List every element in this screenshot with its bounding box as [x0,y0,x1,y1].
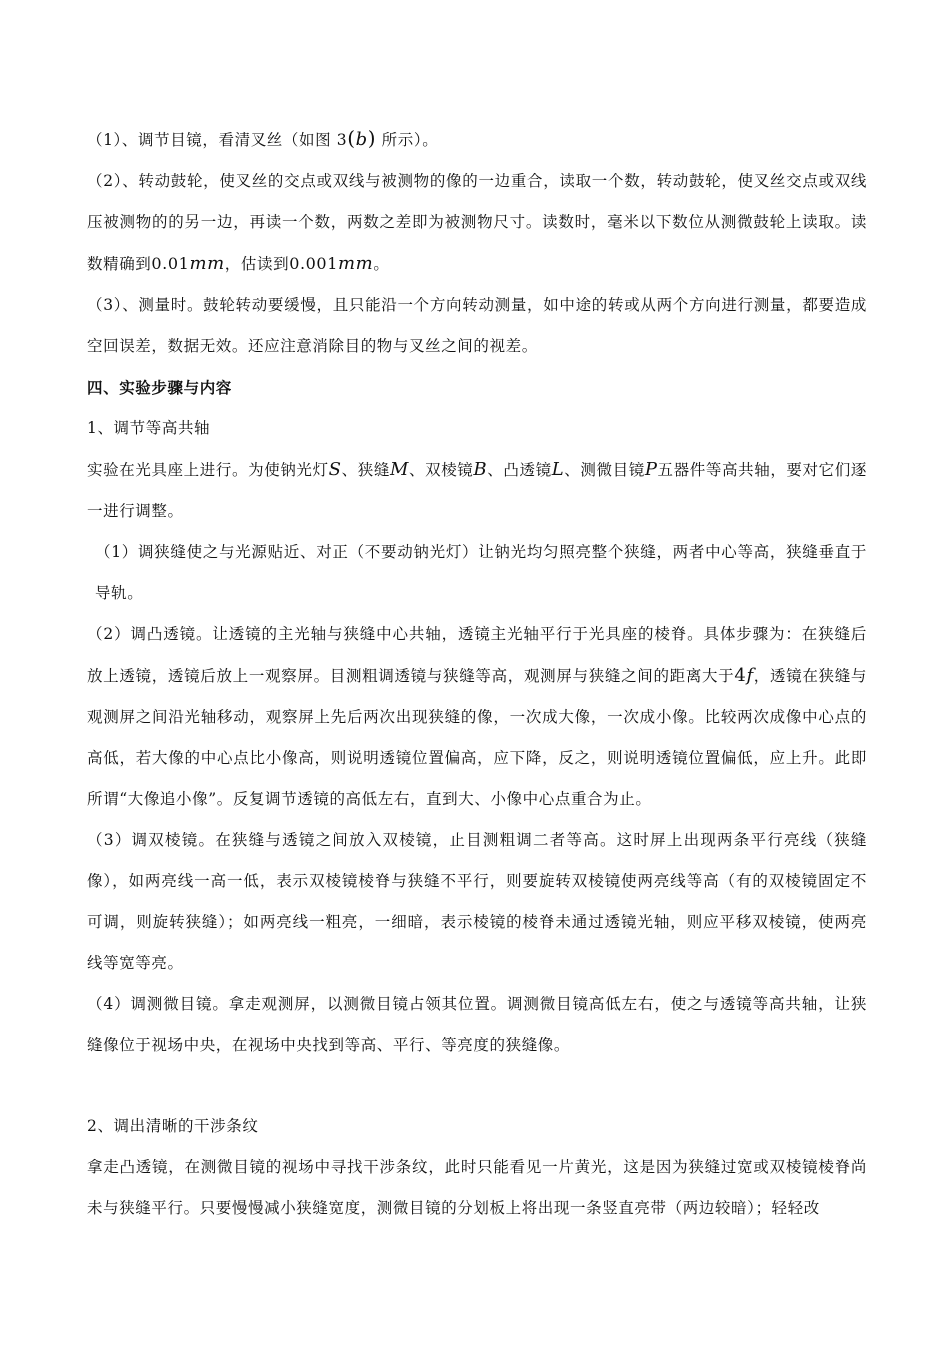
text: 、双棱镜 [408,461,474,479]
math-var-f: f [746,665,754,686]
paren-open: ( [347,126,356,150]
spacer [87,1066,867,1106]
text: 所示）。 [376,131,439,149]
paragraph-step-eyepiece [87,118,867,161]
document-page [87,118,867,1229]
math-var-l: L [551,459,565,480]
text: ，透镜在狭缝与观测屏之间沿光轴移动，观察屏上先后两次出现狭缝的像，一次成大像，一次成小像。比较两次成像中心点的高低，若大像的中心点比小像高，则说明透镜位置偏高，应下降，反之，则说明透镜位置偏低，应上升。此即所谓“大像追小像”。反复调节透镜的高低左右，直到大、小像中心点重合为止。 [87,667,867,808]
subsection-title: 1、调节等高共轴 [87,419,211,437]
math-var-s: S [328,459,342,480]
paragraph-micrometer: （4）调测微目镜。拿走观测屏，以测微目镜占领其位置。调测微目镜高低左右，使之与透镜等高共轴，让狭缝像位于视场中央，在视场中央找到等高、平行、等亮度的狭缝像。 [87,995,867,1054]
paragraph-biprism: （3）调双棱镜。在狭缝与透镜之间放入双棱镜，止目测粗调二者等高。这时屏上出现两条平行亮线（狭缝像），如两亮线一高一低，表示双棱镜棱脊与狭缝不平行，则要旋转双棱镜使两亮线等高（有的双棱镜固定不可调，则旋转狭缝）；如两亮线一粗亮，一细暗，表示棱镜的棱脊未通过透镜光轴，则应平移双棱镜，使两亮线等宽等亮。 [87,831,867,972]
math-var-b: B [473,459,488,480]
math-number: 0.001 [289,254,338,273]
text: （2）调凸透镜。让透镜的主光轴与狭缝中心共轴，透镜主光轴平行于光具座的棱脊。具体步骤为：在狭缝后放上透镜，透镜后放上一观察屏。目测粗调透镜与狭缝等高，观测屏与狭缝之间的距离大于 [87,625,867,685]
paragraph-step-drum [87,161,867,285]
paragraph-intro [87,449,867,532]
text: （2）、转动鼓轮，使叉丝的交点或双线与被测物的像的一边重合，读取一个数，转动鼓轮，使叉丝交点或双线压被测物的的另一边，再读一个数，两数之差即为被测物尺寸。读数时，毫米以下数位从测微鼓轮上读取。读数精确到 [87,172,867,273]
text: 五器件等高共轴，要对它们逐一进行调整。 [87,461,867,520]
paragraph-step-measure: （3）、测量时。鼓轮转动要缓慢，且只能沿一个方向转动测量，如中途的转或从两个方向进行测量，都要造成空回误差，数据无效。还应注意消除目的物与叉丝之间的视差。 [87,296,867,355]
text: ，估读到 [224,255,290,273]
math-var-p: P [644,459,658,480]
section-heading: 四、实验步骤与内容 [87,378,232,397]
paragraph-slit: （1）调狭缝使之与光源贴近、对正（不要动钠光灯）让钠光均匀照亮整个狭缝，两者中心等高，狭缝垂直于导轨。 [95,543,867,602]
math-var-m: M [389,459,409,480]
text: 实验在光具座上进行。为使钠光灯 [87,461,329,479]
subsection-title: 2、调出清晰的干涉条纹 [87,1117,259,1135]
math-number: 4 [734,665,747,686]
text: 、测微目镜 [564,461,645,479]
math-unit: mm [338,253,374,274]
text: 、狭缝 [341,461,390,479]
text: 、凸透镜 [487,461,552,479]
math-var-b: b [355,129,368,150]
paragraph-fringes: 拿走凸透镜，在测微目镜的视场中寻找干涉条纹，此时只能看见一片黄光，这是因为狭缝过宽或双棱镜棱脊尚未与狭缝平行。只要慢慢减小狭缝宽度，测微目镜的分划板上将出现一条竖直亮带（两边较暗）；轻轻改 [87,1158,867,1217]
text: （1）、调节目镜，看清叉丝（如图 3 [87,131,348,149]
math-unit: mm [189,253,225,274]
paragraph-lens [87,614,867,820]
paren-close: ) [367,126,377,150]
math-number: 0.01 [151,254,190,273]
text: 。 [373,255,390,273]
